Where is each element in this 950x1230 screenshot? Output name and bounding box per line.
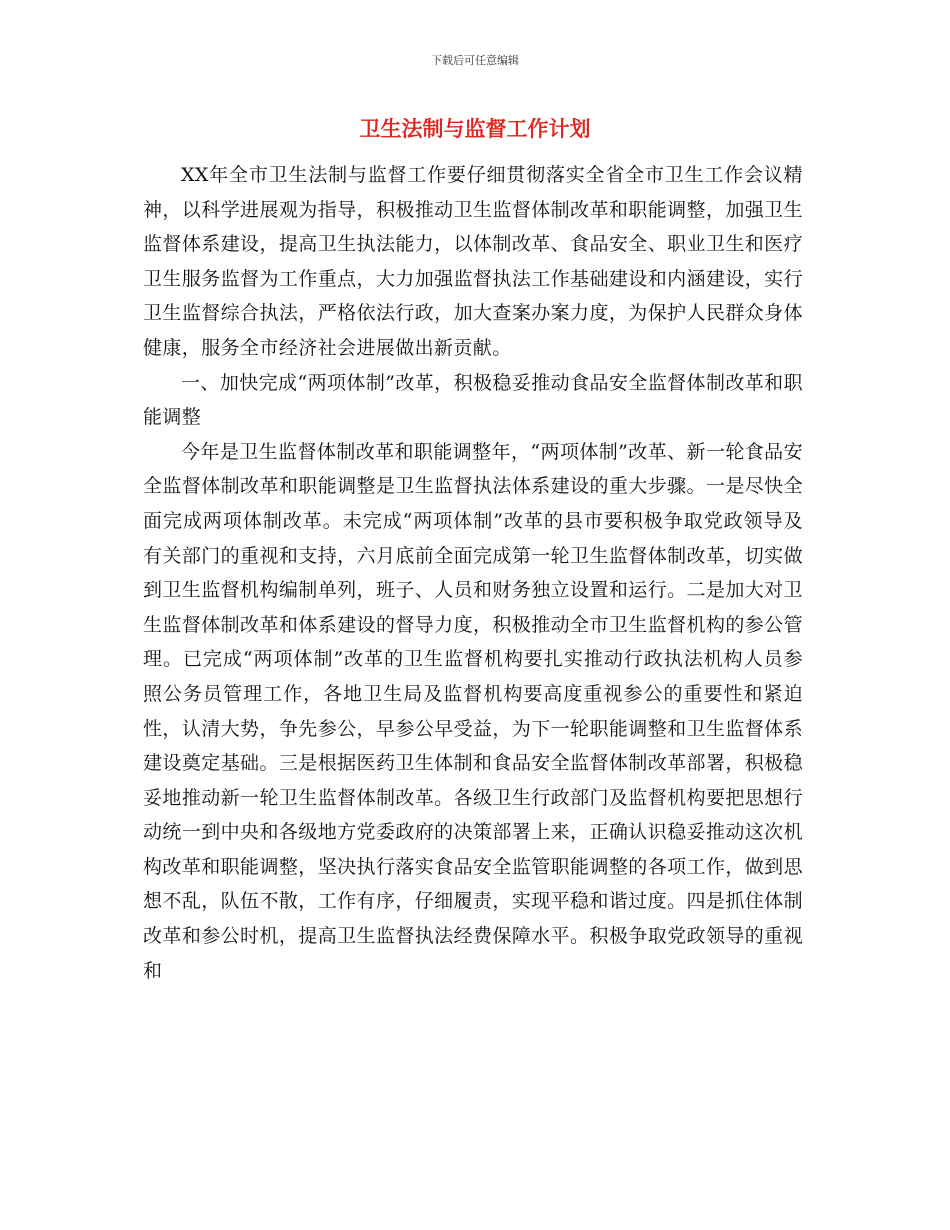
document-body — [143, 158, 803, 988]
page-header-note: 下载后可任意编辑 — [431, 54, 519, 67]
intro-paragraph: XX年全市卫生法制与监督工作要仔细贯彻落实全省全市卫生工作会议精神，以科学进展观为指导，积极推动卫生监督体制改革和职能调整，加强卫生监督体系建设，提高卫生执法能力，以体制改革、食品安全、职业卫生和医疗卫生服务监督为工作重点，大力加强监督执法工作基础建设和内涵建设，实行卫生监督综合执法，严格依法行政，加大查案办案力度，为保护人民群众身体健康，服务全市经济社会进展做出新贡献。 — [143, 164, 803, 359]
section-heading: 一、加快完成“两项体制”改革，积极稳妥推动食品安全监督体制改革和职能调整 — [143, 371, 803, 429]
section-paragraph: 今年是卫生监督体制改革和职能调整年，“两项体制”改革、新一轮食品安全监督体制改革和职能调整是卫生监督执法体系建设的重大步骤。一是尽快全面完成两项体制改革。未完成“两项体制”改革的县市要积极争取党政领导及有关部门的重视和支持，六月底前全面完成第一轮卫生监督体制改革，切实做到卫生监督机构编制单列，班子、人员和财务独立设置和运行。二是加大对卫生监督体制改革和体系建设的督导力度，积极推动全市卫生监督机构的参公管理。已完成“两项体制”改革的卫生监督机构要扎实推动行政执法机构人员参照公务员管理工作，各地卫生局及监督机构要高度重视参公的重要性和紧迫性，认清大势，争先参公，早参公早受益，为下一轮职能调整和卫生监督体系建设奠定基础。三是根据医药卫生体制和食品安全监督体制改革部署，积极稳妥地推动新一轮卫生监督体制改革。各级卫生行政部门及监督机构要把思想行动统一到中央和各级地方党委政府的决策部署上来，正确认识稳妥推动这次机构改革和职能调整，坚决执行落实食品安全监管职能调整的各项工作，做到思想不乱，队伍不散，工作有序，仔细履责，实现平稳和谐过度。四是抓住体制改革和参公时机，提高卫生监督执法经费保障水平。积极争取党政领导的重视和 — [143, 440, 803, 982]
document-title: 卫生法制与监督工作计划 — [359, 117, 591, 141]
